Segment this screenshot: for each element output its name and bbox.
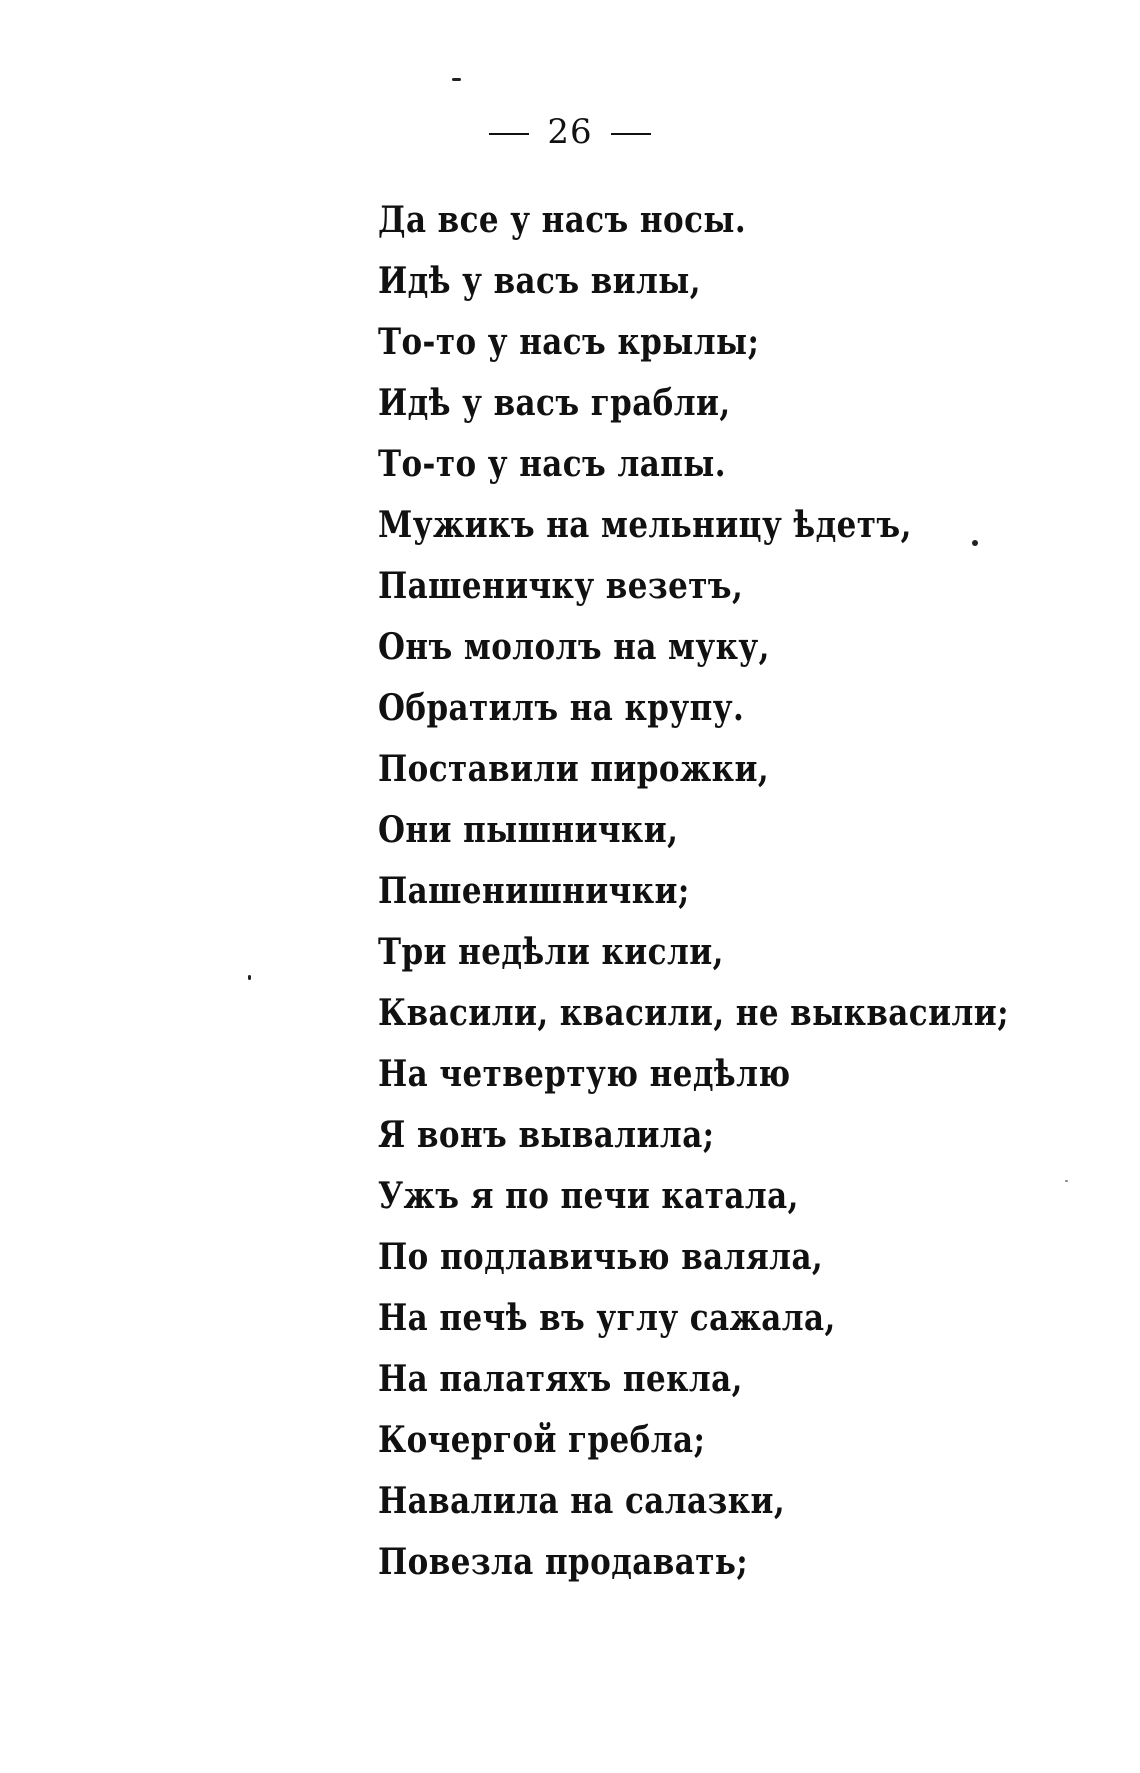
- verse-line: Я вонъ вывалила;: [378, 1114, 715, 1156]
- verse-line: Поставили пирожки,: [378, 748, 770, 790]
- scan-speck: [452, 78, 461, 81]
- verse-line: На печѣ въ углу сажала,: [378, 1297, 836, 1339]
- page-number-right-dash: [611, 133, 651, 135]
- verse-line: Три недѣли кисли,: [378, 931, 724, 973]
- verse-line: Квасили, квасили, не выквасили;: [378, 992, 1009, 1034]
- page-number-left-dash: [489, 133, 529, 135]
- verse-line: Идѣ у васъ вилы,: [378, 260, 701, 302]
- verse-line: Навалила на салазки,: [378, 1480, 786, 1522]
- verse-line: Идѣ у васъ грабли,: [378, 382, 731, 424]
- verse-line: Обратилъ на крупу.: [378, 687, 745, 729]
- verse-line: Кочергой гребла;: [378, 1419, 706, 1461]
- scan-speck: [248, 975, 251, 980]
- page-number-value: 26: [547, 112, 593, 152]
- verse-line: То-то у насъ лапы.: [378, 443, 726, 485]
- verse-line: Ужъ я по печи катала,: [378, 1175, 799, 1217]
- verse-line: По подлавичью валяла,: [378, 1236, 824, 1278]
- verse-line: Они пышнички,: [378, 809, 679, 851]
- verse-line: То-то у насъ крылы;: [378, 321, 760, 363]
- verse-text: [378, 190, 1112, 1593]
- verse-line: На палатяхъ пекла,: [378, 1358, 743, 1400]
- verse-line: Пашенишнички;: [378, 870, 690, 912]
- verse-line: Повезла продавать;: [378, 1541, 749, 1583]
- verse-line: Онъ мололъ на муку,: [378, 626, 770, 668]
- verse-line: Мужикъ на мельницу ѣдетъ,: [378, 504, 912, 546]
- verse-line: На четвертую недѣлю: [378, 1053, 791, 1095]
- verse-line: Пашеничку везетъ,: [378, 565, 744, 607]
- page-number: [0, 112, 1140, 152]
- verse-line: Да все у насъ носы.: [378, 199, 747, 241]
